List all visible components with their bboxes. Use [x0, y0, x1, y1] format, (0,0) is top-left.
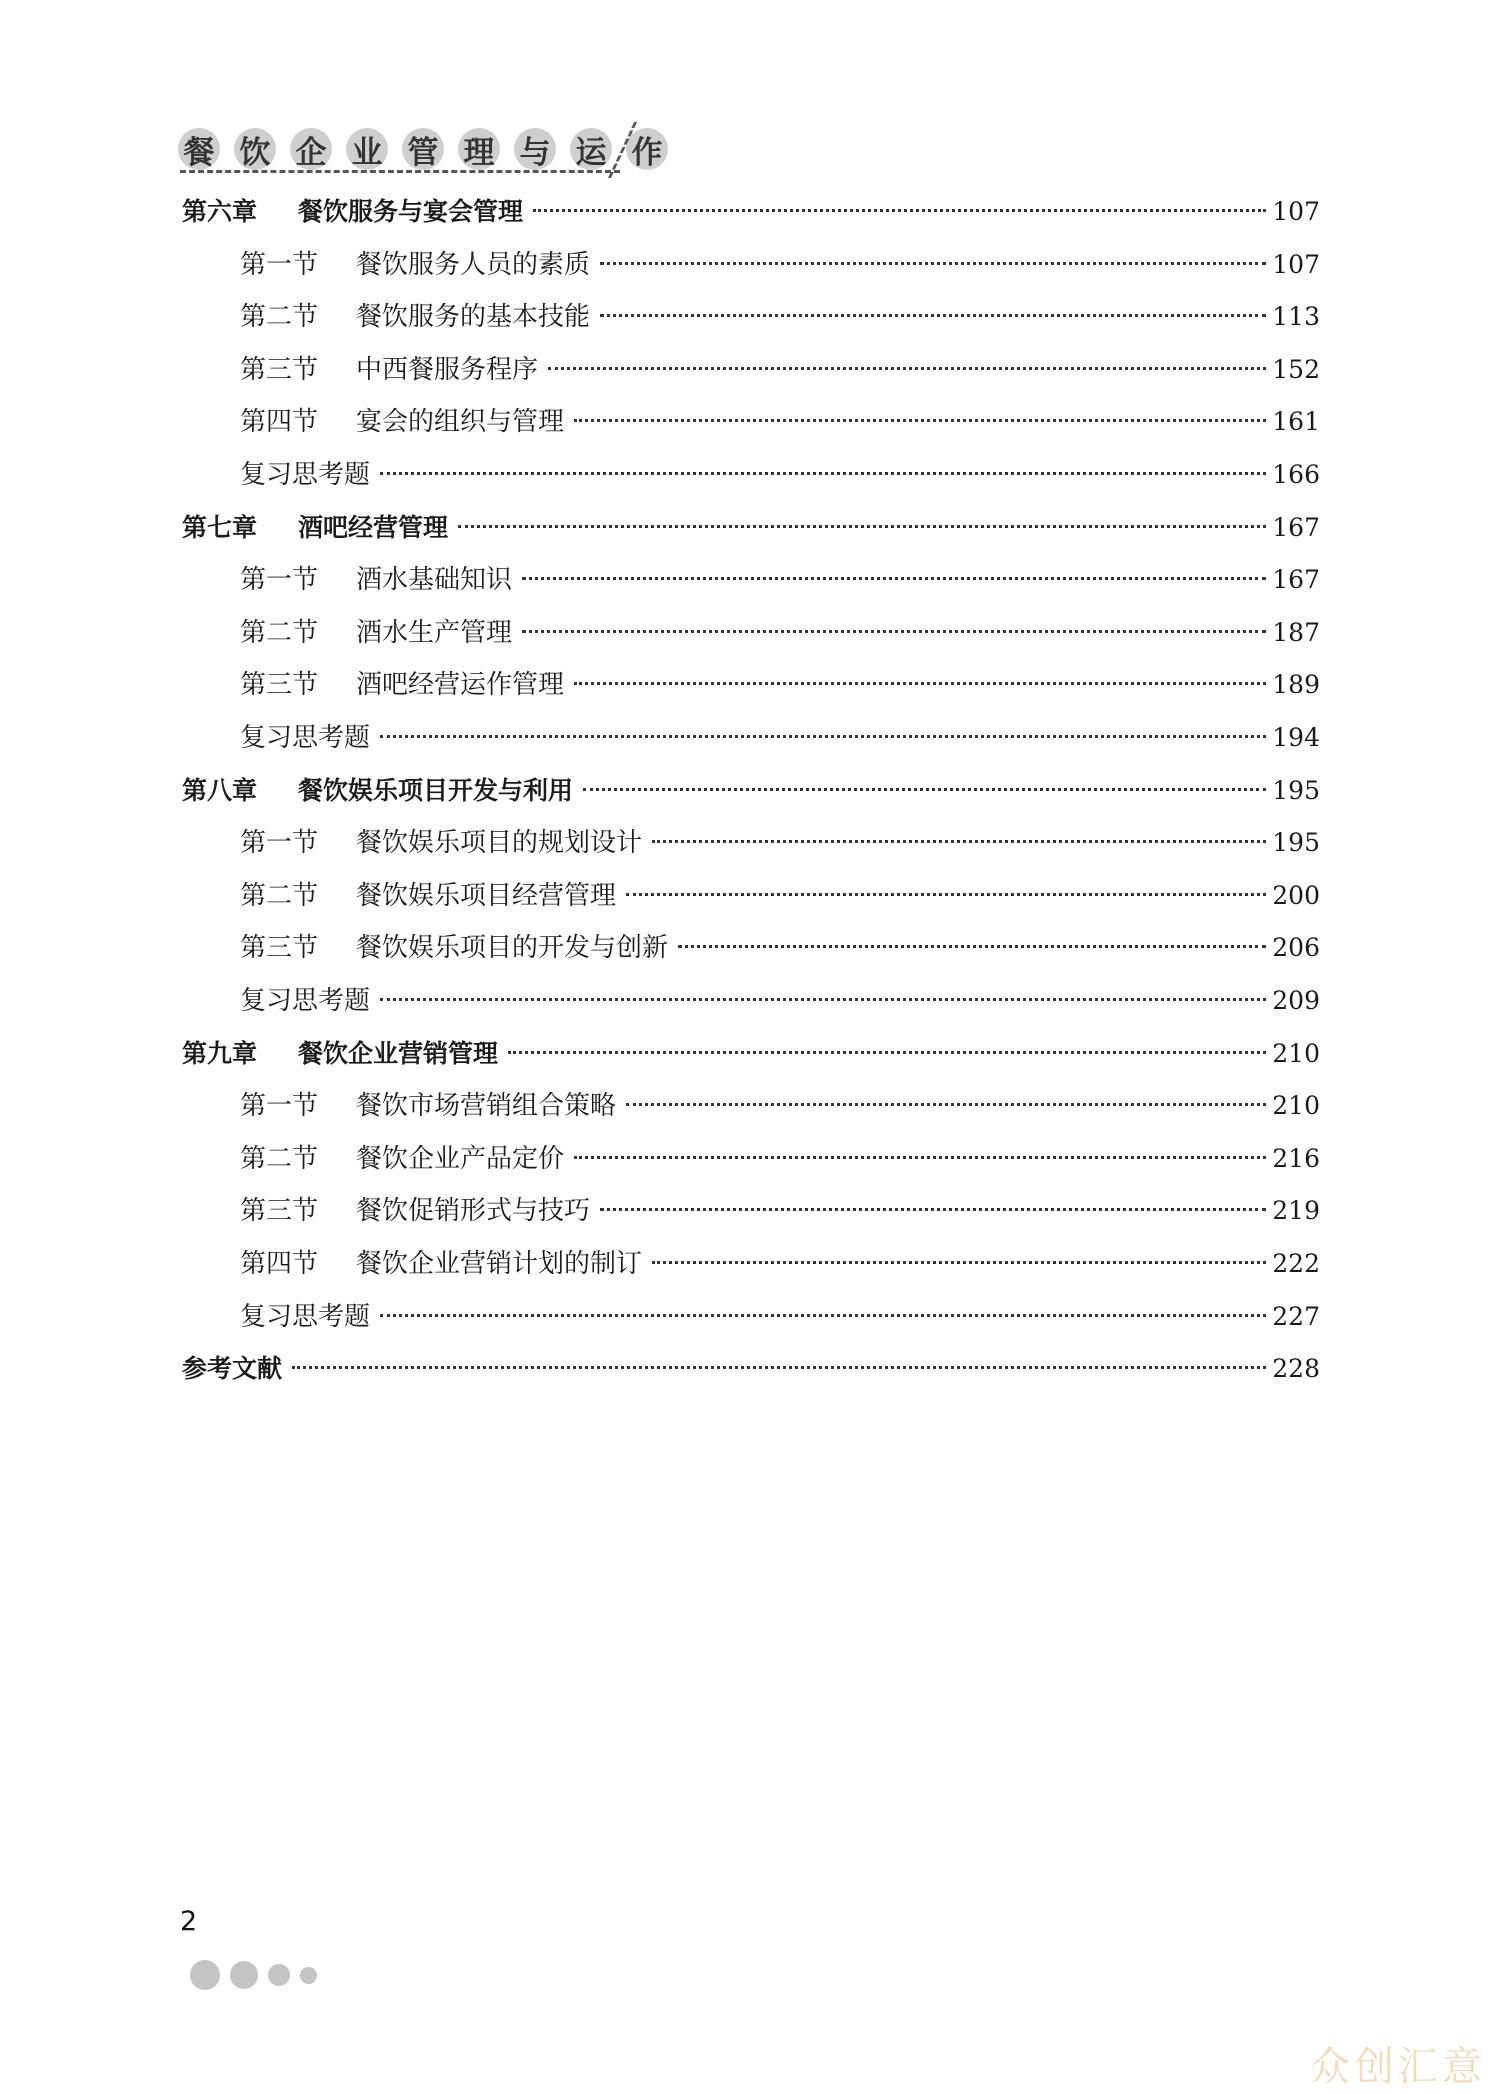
- toc-page-number: 216: [1272, 1143, 1320, 1173]
- dot-leader: [380, 1314, 1266, 1317]
- toc-page-number: 210: [1272, 1038, 1320, 1068]
- toc-page-number: 107: [1272, 249, 1320, 279]
- footer-dot: [268, 1964, 290, 1986]
- section-number: 第一节: [240, 1091, 319, 1122]
- chapter-number: 第八章: [182, 775, 258, 805]
- toc-page-number: 113: [1272, 302, 1320, 332]
- dot-leader: [533, 209, 1266, 212]
- section-number: 第一节: [240, 249, 319, 280]
- toc-section-row[interactable]: [240, 1242, 1320, 1286]
- section-title: 酒吧经营运作管理: [356, 670, 565, 701]
- toc-page-number: 209: [1272, 986, 1320, 1015]
- header-char: 理: [458, 128, 500, 170]
- toc-page-number: 194: [1272, 723, 1320, 752]
- chapter-title: 参考文献: [182, 1354, 283, 1384]
- toc-page-number: 187: [1272, 617, 1320, 647]
- toc-page-number: 107: [1272, 197, 1320, 226]
- toc-chapter-row[interactable]: [182, 506, 1320, 550]
- dot-leader: [652, 1261, 1266, 1264]
- toc-section-row[interactable]: [240, 453, 1320, 497]
- toc-page-number: 195: [1272, 828, 1320, 858]
- section-number: 第四节: [240, 407, 319, 438]
- toc-chapter-row[interactable]: [182, 1032, 1320, 1076]
- section-title: 餐饮服务人员的素质: [356, 249, 591, 280]
- toc-section-row[interactable]: [240, 558, 1320, 602]
- toc-page-number: 206: [1272, 933, 1320, 963]
- toc-page-number: 167: [1272, 565, 1320, 595]
- toc-section-row[interactable]: [240, 400, 1320, 444]
- section-title: 餐饮企业产品定价: [356, 1143, 565, 1174]
- toc-section-row[interactable]: [240, 1137, 1320, 1181]
- section-number: 第三节: [240, 933, 319, 964]
- section-title: 餐饮服务的基本技能: [356, 302, 591, 333]
- dot-leader: [600, 314, 1266, 317]
- header-dashed-underline: [180, 170, 620, 173]
- dot-leader: [292, 1366, 1266, 1369]
- toc-chapter-row[interactable]: [182, 190, 1320, 234]
- toc-page-number: 152: [1272, 354, 1320, 384]
- section-title: 餐饮娱乐项目的开发与创新: [356, 933, 669, 964]
- toc-page-number: 210: [1272, 1091, 1320, 1121]
- section-title: 酒水基础知识: [356, 565, 513, 596]
- header-char: 运: [570, 128, 612, 170]
- footer-dot: [230, 1961, 258, 1989]
- chapter-number: 第六章: [182, 197, 258, 226]
- header-char: 业: [346, 128, 388, 170]
- section-title: 酒水生产管理: [356, 617, 513, 648]
- toc-chapter-row[interactable]: [182, 769, 1320, 813]
- toc-section-row[interactable]: [240, 926, 1320, 970]
- dot-leader: [380, 735, 1266, 738]
- chapter-title: 餐饮企业营销管理: [298, 1038, 499, 1068]
- section-title: 餐饮市场营销组合策略: [356, 1091, 617, 1122]
- watermark: 众创汇意: [1310, 2044, 1486, 2090]
- section-number: 第四节: [240, 1249, 319, 1279]
- toc-section-row[interactable]: [240, 821, 1320, 865]
- dot-leader: [508, 1051, 1266, 1054]
- dot-leader: [574, 419, 1266, 422]
- dot-leader: [522, 577, 1266, 580]
- toc-section-row[interactable]: [240, 1295, 1320, 1339]
- section-number: 第一节: [240, 828, 319, 859]
- dot-leader: [380, 998, 1266, 1001]
- dot-leader: [600, 1208, 1266, 1211]
- dot-leader: [458, 525, 1266, 528]
- header-char: 饮: [234, 128, 276, 170]
- section-number: 第二节: [240, 1143, 319, 1174]
- dot-leader: [380, 472, 1266, 475]
- toc-page-number: 227: [1272, 1301, 1320, 1331]
- toc-page-number: 166: [1272, 460, 1320, 489]
- section-title: 复习思考题: [240, 1301, 371, 1332]
- section-number: 第三节: [240, 670, 319, 701]
- section-number: 第二节: [240, 617, 319, 648]
- toc-section-row[interactable]: [240, 1189, 1320, 1233]
- chapter-title: 酒吧经营管理: [298, 512, 449, 542]
- section-title: 餐饮企业营销计划的制订: [356, 1249, 643, 1279]
- header-char: 作: [626, 128, 668, 170]
- dot-leader: [626, 1103, 1266, 1106]
- toc-page-number: 222: [1272, 1249, 1320, 1278]
- toc-page-number: 161: [1272, 407, 1320, 437]
- toc-page-number: 189: [1272, 670, 1320, 700]
- toc-page-number: 200: [1272, 880, 1320, 910]
- chapter-title: 餐饮服务与宴会管理: [298, 197, 524, 226]
- toc-page-number: 195: [1272, 775, 1320, 805]
- toc-section-row[interactable]: [240, 716, 1320, 760]
- header-char: 与: [514, 128, 556, 170]
- dot-leader: [574, 682, 1266, 685]
- toc-chapter-row[interactable]: [182, 1347, 1320, 1391]
- dot-leader: [600, 262, 1266, 265]
- dot-leader: [678, 945, 1266, 948]
- header-char: 餐: [178, 128, 220, 170]
- toc-page-number: 167: [1272, 512, 1320, 542]
- section-title: 宴会的组织与管理: [356, 407, 565, 438]
- section-number: 第二节: [240, 880, 319, 911]
- section-number: 第二节: [240, 302, 319, 333]
- header-char: 管: [402, 128, 444, 170]
- section-number: 第三节: [240, 1196, 319, 1227]
- section-number: 第三节: [240, 354, 319, 385]
- chapter-number: 第九章: [182, 1038, 258, 1068]
- toc-section-row[interactable]: [240, 243, 1320, 287]
- toc-section-row[interactable]: [240, 979, 1320, 1023]
- footer-dot: [300, 1967, 317, 1984]
- footer-dots-decoration: [190, 1960, 327, 1990]
- toc-section-row[interactable]: [240, 295, 1320, 339]
- section-title: 复习思考题: [240, 460, 371, 490]
- toc-section-row[interactable]: [240, 1084, 1320, 1128]
- section-title: 复习思考题: [240, 723, 371, 753]
- section-number: 第一节: [240, 565, 319, 596]
- header-char: 企: [290, 128, 332, 170]
- toc-section-row[interactable]: [240, 611, 1320, 655]
- dot-leader: [652, 840, 1266, 843]
- dot-leader: [522, 630, 1266, 633]
- dot-leader: [574, 1156, 1266, 1159]
- section-title: 餐饮促销形式与技巧: [356, 1196, 591, 1227]
- dot-leader: [548, 367, 1266, 370]
- toc-section-row[interactable]: [240, 348, 1320, 392]
- dot-leader: [583, 788, 1266, 791]
- section-title: 中西餐服务程序: [356, 354, 539, 385]
- section-title: 餐饮娱乐项目经营管理: [356, 880, 617, 911]
- toc-section-row[interactable]: [240, 874, 1320, 918]
- section-title: 复习思考题: [240, 986, 371, 1016]
- toc-page-number: 228: [1272, 1354, 1320, 1384]
- chapter-number: 第七章: [182, 512, 258, 542]
- toc-section-row[interactable]: [240, 663, 1320, 707]
- page-number: 2: [180, 1906, 198, 1937]
- chapter-title: 餐饮娱乐项目开发与利用: [298, 775, 574, 805]
- section-title: 餐饮娱乐项目的规划设计: [356, 828, 643, 859]
- dot-leader: [626, 893, 1266, 896]
- toc-page-number: 219: [1272, 1196, 1320, 1226]
- running-header: [178, 122, 682, 176]
- footer-dot: [190, 1960, 220, 1990]
